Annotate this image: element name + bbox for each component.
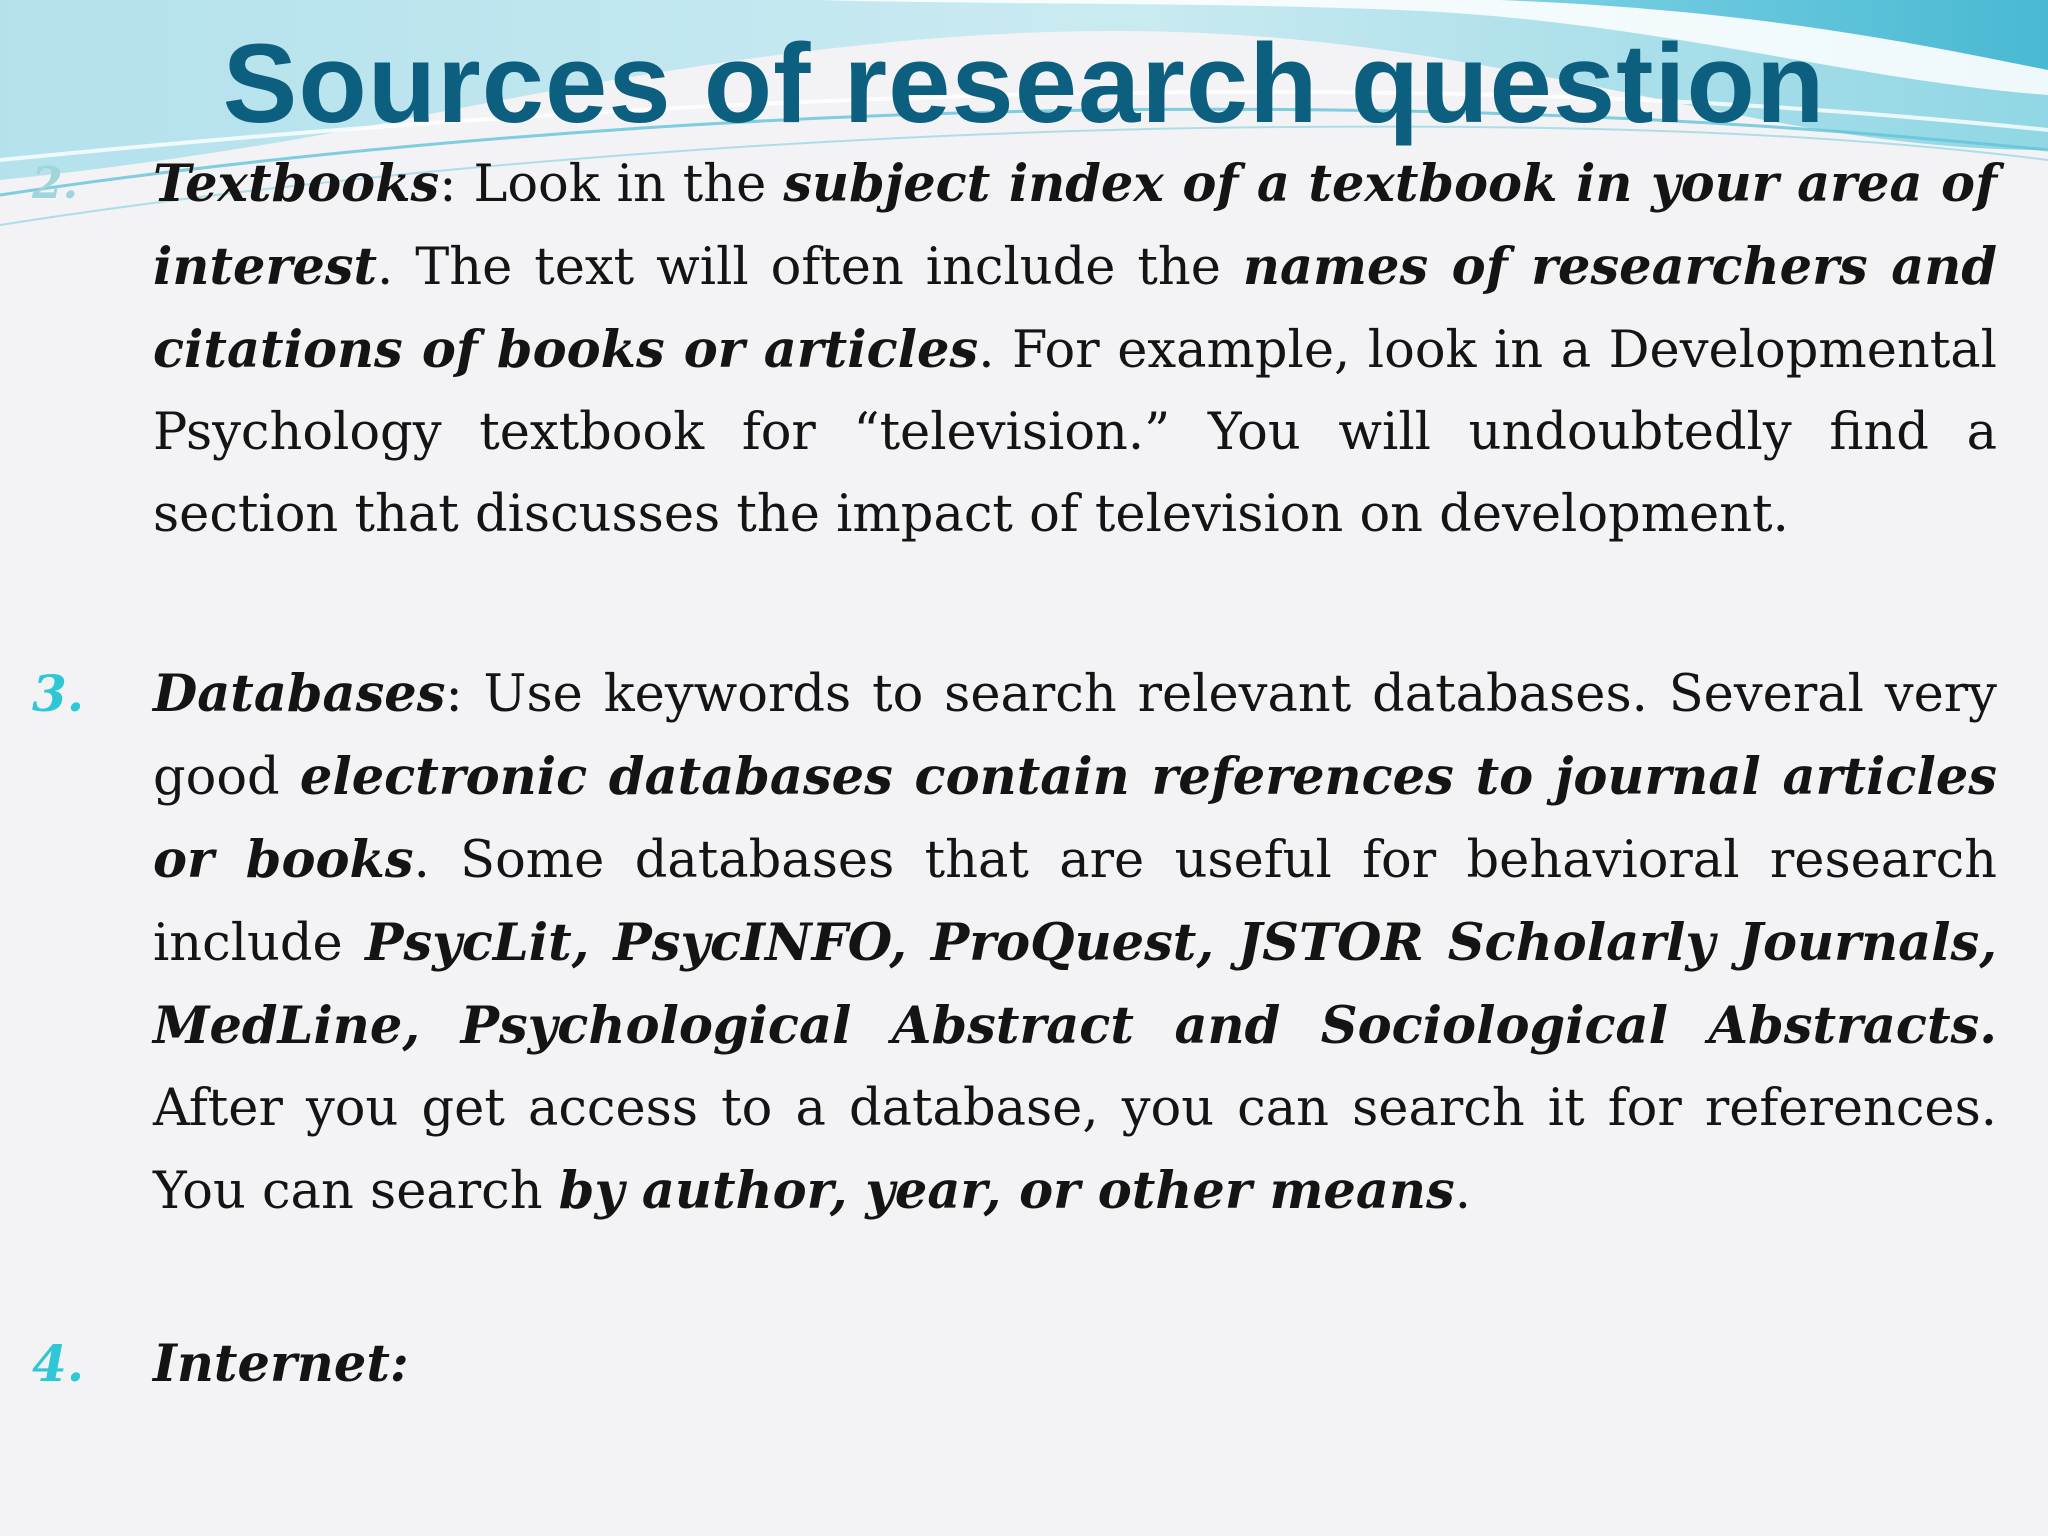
plain-text: . Some databases that are useful for behavioral research include	[153, 831, 1998, 973]
plain-text: . The text will often include the	[377, 238, 1243, 297]
emphasis-text: electronic databases contain references to journal articles or books	[153, 747, 1997, 890]
list-number: 2.	[32, 158, 78, 209]
emphasis-text: Databases	[153, 664, 446, 724]
list-item-text	[153, 143, 1997, 556]
list-number: 4.	[32, 1334, 85, 1393]
emphasis-text: subject index of a textbook in your area of interest	[153, 154, 1998, 297]
list-item-text	[153, 653, 1997, 1233]
plain-text: . For example, look in a Developmental Psychology textbook for “television.” You will undoubtedly find a section that discusses the impact of television on development.	[153, 321, 1997, 544]
slide-title: Sources of research question	[222, 21, 1826, 146]
emphasis-text: PsycLit, PsycINFO, ProQuest, JSTOR Scholarly Journals, MedLine, Psychological Abstract and Sociological Abstracts.	[153, 913, 1997, 1056]
emphasis-text: by author, year, or other means	[558, 1161, 1455, 1221]
list-item-text	[153, 1323, 1997, 1406]
plain-text: : Look in the	[439, 155, 784, 214]
list-number: 3.	[32, 664, 85, 723]
plain-text: After you get access to a database, you can search it for references. You can search	[153, 1079, 1997, 1221]
emphasis-text: names of researchers and citations of books or articles	[153, 237, 1997, 380]
plain-text: : Use keywords to search relevant databases. Several very good	[153, 665, 1997, 807]
plain-text: .	[1454, 1162, 1471, 1221]
emphasis-text: Internet:	[153, 1334, 409, 1394]
emphasis-text: Textbooks	[153, 154, 440, 214]
